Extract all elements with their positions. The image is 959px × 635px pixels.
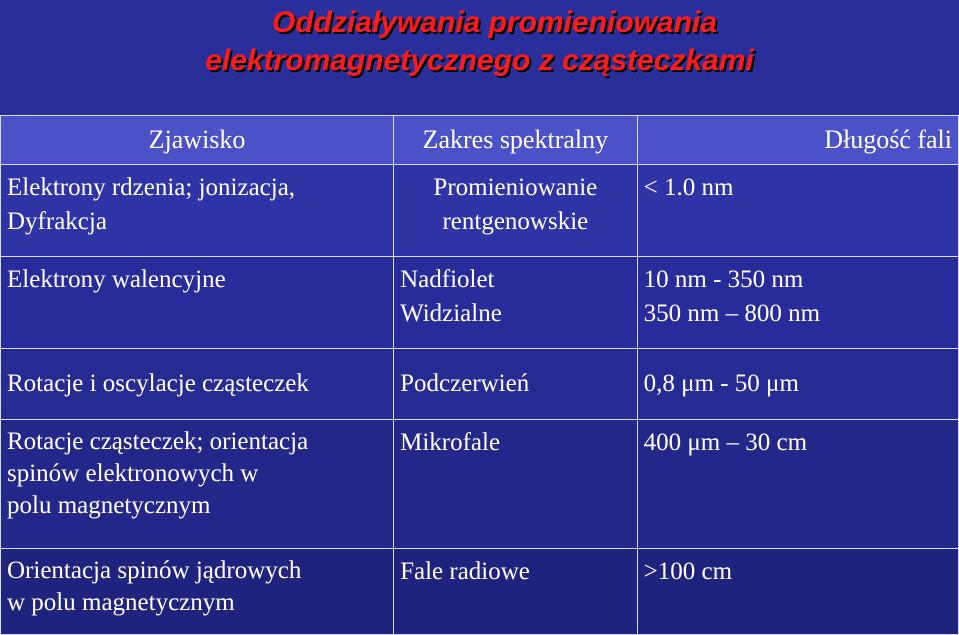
cell-wavelength (637, 256, 958, 348)
cell-line: Widzialne (400, 299, 502, 327)
cell-spectral-range (394, 256, 638, 348)
cell-line: spinów elektronowych w (7, 459, 259, 487)
table-row (1, 348, 959, 419)
cell-wavelength (637, 549, 958, 635)
slide-title-line-1: Oddziaływania promieniowania (271, 6, 718, 39)
cell-phenomenon (1, 256, 394, 348)
cell-line: Orientacja spinów jądrowych (7, 557, 302, 585)
cell-line: 350 nm – 800 nm (643, 299, 821, 327)
cell-line: 400 μm – 30 cm (643, 428, 808, 456)
cell-line: Dyfrakcja (7, 207, 107, 235)
cell-phenomenon (1, 549, 394, 635)
cell-line: 10 nm - 350 nm (643, 265, 804, 293)
spectrum-table (0, 115, 959, 635)
cell-wavelength (637, 419, 958, 548)
cell-spectral-range (394, 549, 638, 635)
cell-line: Promieniowanie (433, 173, 598, 201)
cell-spectral-range (394, 419, 638, 548)
cell-line: >100 cm (643, 558, 733, 586)
slide-title (0, 4, 959, 80)
table-header-row (1, 116, 959, 165)
cell-line: < 1.0 nm (643, 173, 734, 201)
cell-phenomenon: Rotacje i oscylacje cząsteczek (1, 348, 394, 419)
cell-line: Mikrofale (400, 428, 501, 456)
header-phenomenon: Zjawisko (1, 116, 394, 165)
cell-line: polu magnetycznym (7, 491, 211, 519)
header-wavelength: Długość fali (637, 116, 958, 165)
cell-line: Fale radiowe (400, 558, 530, 586)
cell-line: Nadfiolet (400, 265, 495, 293)
cell-line: Elektrony walencyjne (7, 265, 226, 293)
cell-line: Rotacje cząsteczek; orientacja (7, 427, 309, 455)
table-row (1, 549, 959, 635)
header-spectral-range: Zakres spektralny (394, 116, 638, 165)
cell-wavelength: 0,8 μm - 50 μm (637, 348, 958, 419)
cell-spectral-range: Podczerwień (394, 348, 638, 419)
table-row (1, 256, 959, 348)
table-row (1, 164, 959, 256)
cell-line: w polu magnetycznym (7, 589, 235, 617)
cell-line: rentgenowskie (442, 207, 589, 235)
cell-line: Elektrony rdzenia; jonizacja, (7, 173, 296, 201)
cell-phenomenon (1, 419, 394, 548)
cell-phenomenon (1, 164, 394, 256)
cell-spectral-range (394, 164, 638, 256)
slide-title-line-2: elektromagnetycznego z cząsteczkami (205, 44, 754, 77)
table-row (1, 419, 959, 548)
cell-wavelength (637, 164, 958, 256)
